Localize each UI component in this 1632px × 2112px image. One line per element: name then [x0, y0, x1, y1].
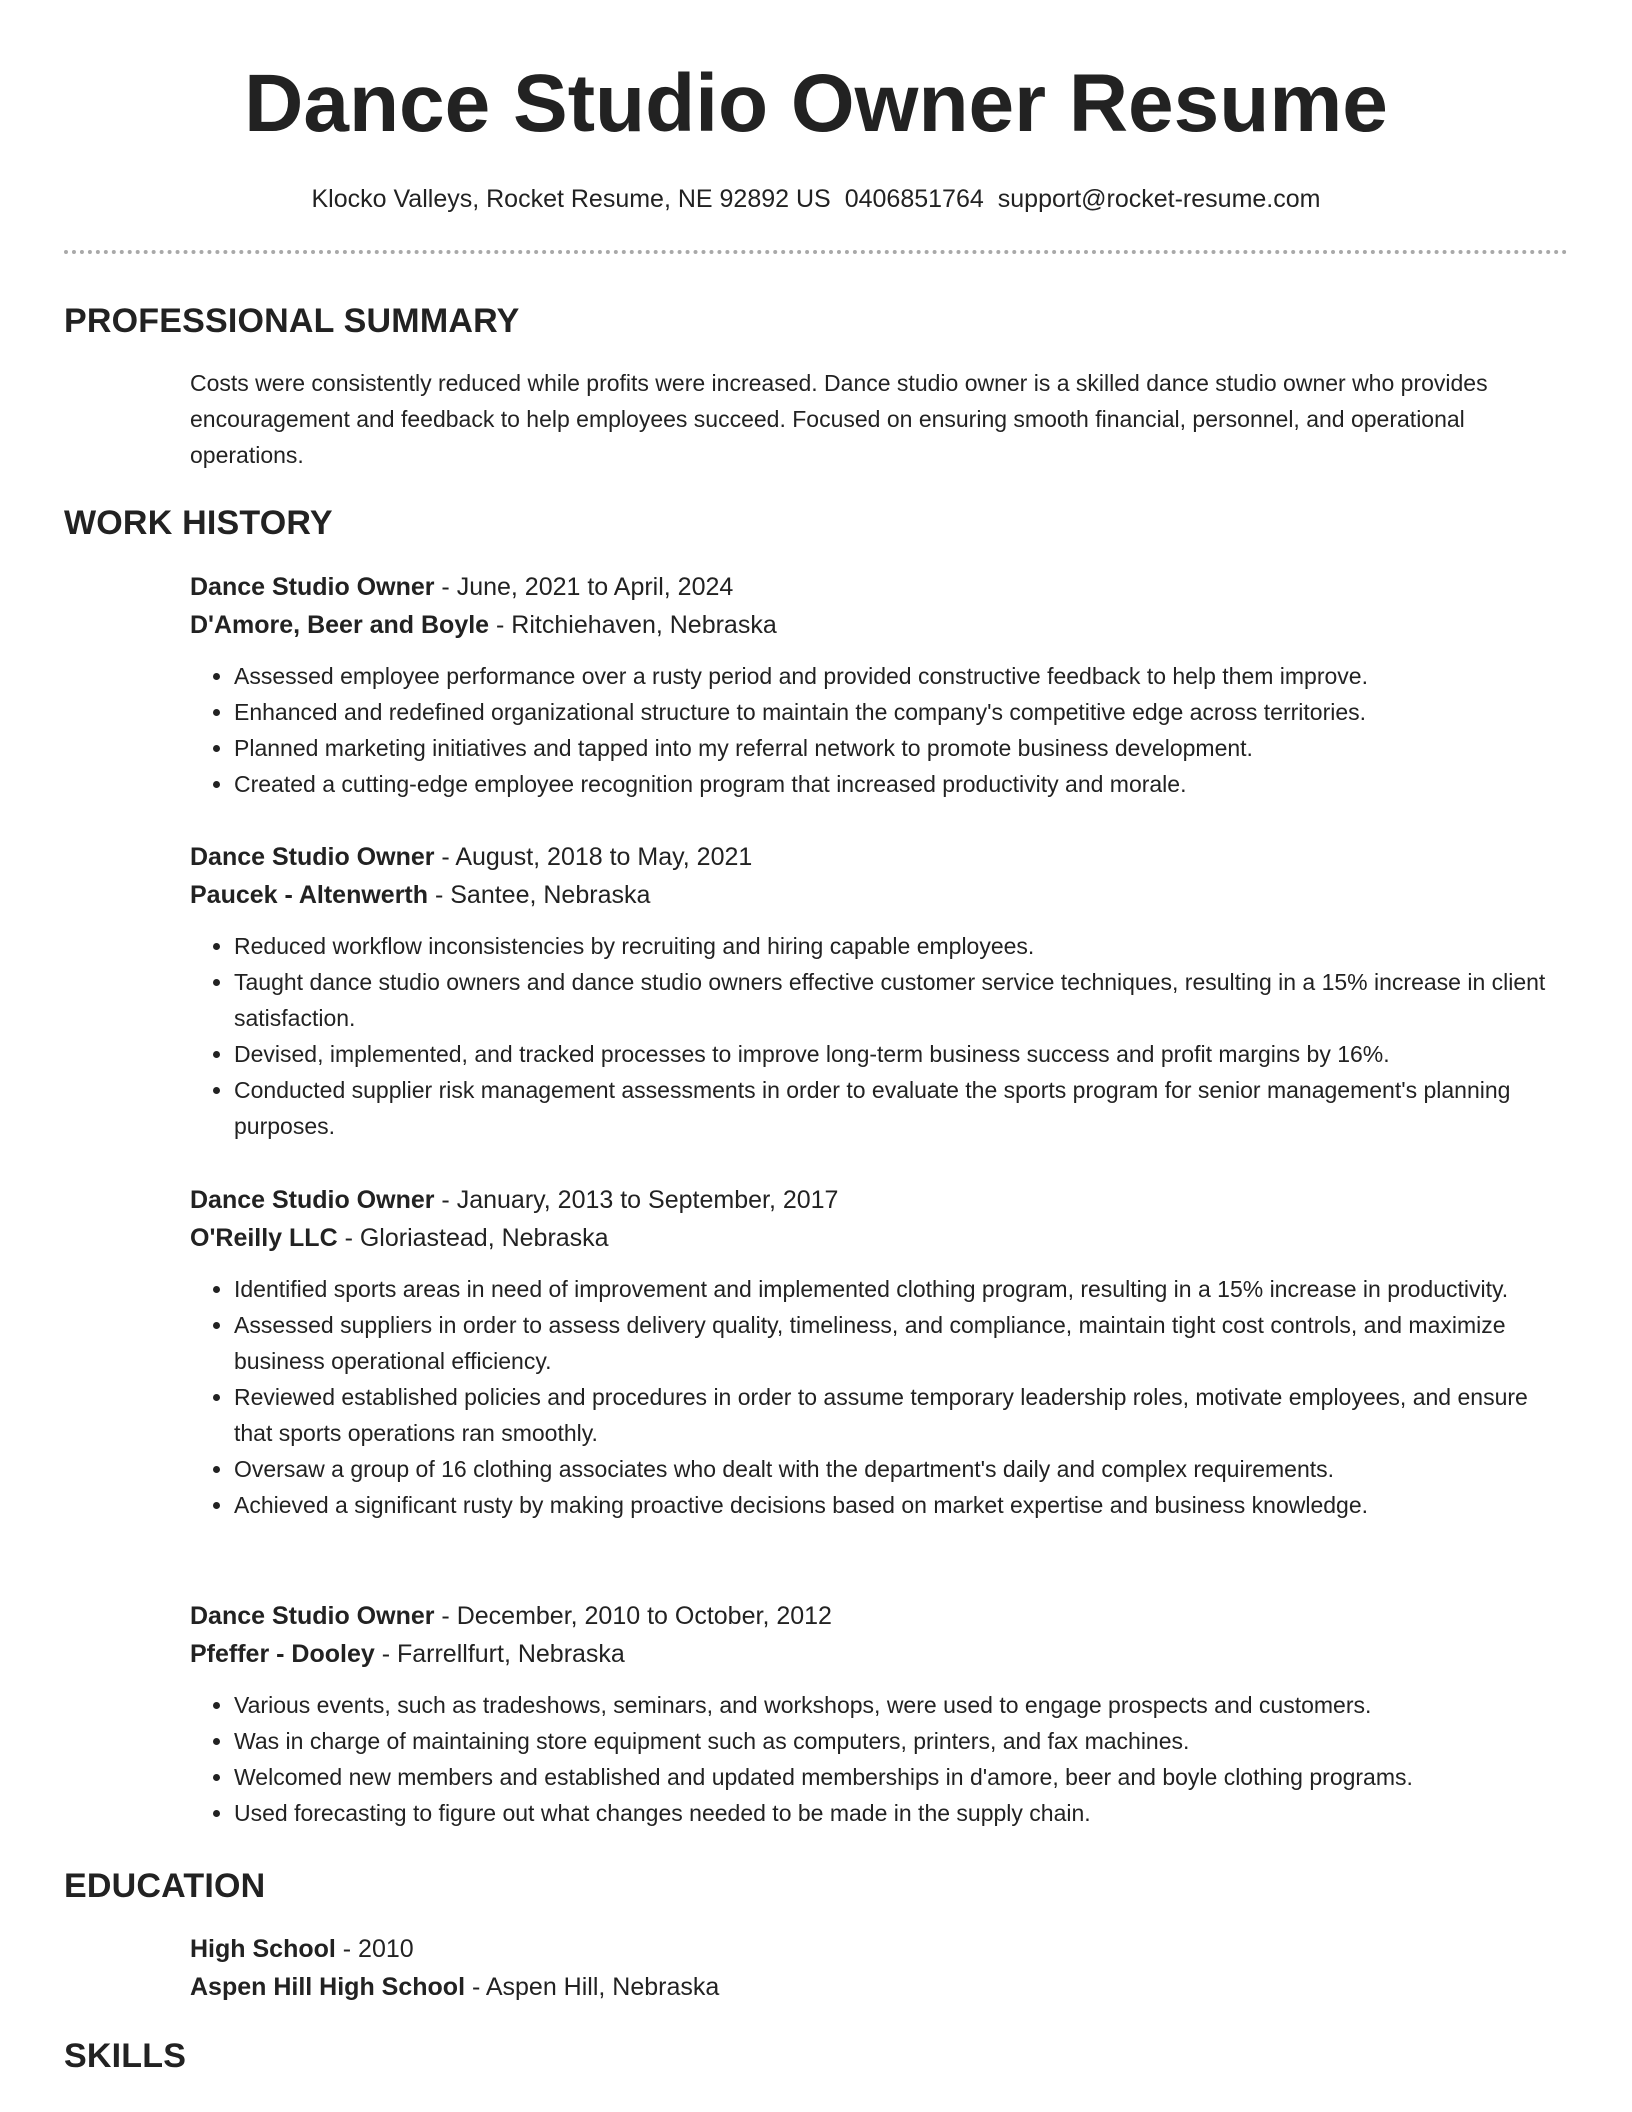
job-dates: - December, 2010 to October, 2012	[434, 1602, 832, 1630]
job-bullet: • Assessed suppliers in order to assess delivery quality, timeliness, and compliance, maintain tight cost controls, and maximize business operational efficiency.	[234, 1307, 1568, 1379]
skills-heading: SKILLS	[64, 2037, 187, 2075]
job-bullet: • Oversaw a group of 16 clothing associates who dealt with the department's daily and complex requirements.	[234, 1451, 1568, 1487]
job-title-line	[190, 568, 1568, 606]
education-entry	[190, 1930, 1568, 2006]
job-bullet: • Assessed employee performance over a rusty period and provided constructive feedback to help them improve.	[234, 658, 1568, 694]
job-bullet: • Was in charge of maintaining store equipment such as computers, printers, and fax machines.	[234, 1723, 1568, 1759]
education-location: - Aspen Hill, Nebraska	[465, 1973, 720, 2001]
contact-phone: 0406851764	[844, 185, 984, 213]
job-entry	[190, 568, 1568, 802]
education-year: - 2010	[335, 1935, 414, 1963]
job-location: - Ritchiehaven, Nebraska	[489, 611, 777, 639]
job-title: Dance Studio Owner	[190, 843, 435, 871]
header-divider	[64, 250, 1568, 254]
job-company: O'Reilly LLC	[190, 1224, 338, 1252]
job-company: D'Amore, Beer and Boyle	[190, 611, 490, 639]
job-title-line	[190, 1597, 1568, 1635]
work-history-heading: WORK HISTORY	[64, 504, 333, 542]
contact-line	[64, 183, 1568, 215]
job-entry	[190, 1597, 1568, 1831]
job-title-line	[190, 838, 1568, 876]
job-bullet: • Reviewed established policies and procedures in order to assume temporary leadership roles, motivate employees, and ensure that sports operations ran smoothly.	[234, 1379, 1568, 1451]
job-bullet: • Enhanced and redefined organizational structure to maintain the company's competitive edge across territories.	[234, 694, 1568, 730]
education-degree-line	[190, 1930, 1568, 1968]
job-bullets	[190, 1687, 1568, 1831]
education-school: Aspen Hill High School	[190, 1973, 466, 2001]
job-bullet: • Conducted supplier risk management assessments in order to evaluate the sports program for senior management's planning purposes.	[234, 1072, 1568, 1144]
job-bullets	[190, 658, 1568, 802]
job-company-line	[190, 1219, 1568, 1257]
job-entry	[190, 1181, 1568, 1523]
job-company-line	[190, 1635, 1568, 1673]
job-bullet: • Created a cutting-edge employee recognition program that increased productivity and morale.	[234, 766, 1568, 802]
job-dates: - August, 2018 to May, 2021	[434, 843, 753, 871]
job-bullet: • Achieved a significant rusty by making proactive decisions based on market expertise and business knowledge.	[234, 1487, 1568, 1523]
job-bullet: • Welcomed new members and established and updated memberships in d'amore, beer and boyle clothing programs.	[234, 1759, 1568, 1795]
job-bullet: • Taught dance studio owners and dance studio owners effective customer service techniques, resulting in a 15% increase in client satisfaction.	[234, 964, 1568, 1036]
job-location: - Gloriastead, Nebraska	[337, 1224, 609, 1252]
job-company: Paucek - Altenwerth	[190, 881, 429, 909]
education-school-line	[190, 1968, 1568, 2006]
contact-email: support@rocket-resume.com	[997, 185, 1321, 213]
job-dates: - January, 2013 to September, 2017	[434, 1186, 839, 1214]
job-location: - Farrellfurt, Nebraska	[374, 1640, 625, 1668]
summary-text: Costs were consistently reduced while profits were increased. Dance studio owner is a skilled dance studio owner who provides encouragement and feedback to help employees succeed. Focused on ensuring smooth financial, personnel, and operational operations.	[190, 370, 1488, 468]
job-bullets	[190, 928, 1568, 1144]
job-bullet: • Various events, such as tradeshows, seminars, and workshops, were used to engage prospects and customers.	[234, 1687, 1568, 1723]
education-heading: EDUCATION	[64, 1867, 266, 1905]
job-bullet: • Planned marketing initiatives and tapped into my referral network to promote business development.	[234, 730, 1568, 766]
contact-address: Klocko Valleys, Rocket Resume, NE 92892 US	[311, 185, 831, 213]
job-bullet: • Reduced workflow inconsistencies by recruiting and hiring capable employees.	[234, 928, 1568, 964]
job-title-line	[190, 1181, 1568, 1219]
summary-heading: PROFESSIONAL SUMMARY	[64, 302, 520, 340]
education-degree: High School	[190, 1935, 336, 1963]
job-bullet: • Devised, implemented, and tracked processes to improve long-term business success and profit margins by 16%.	[234, 1036, 1568, 1072]
job-title: Dance Studio Owner	[190, 1186, 435, 1214]
job-title: Dance Studio Owner	[190, 573, 435, 601]
job-entry	[190, 838, 1568, 1144]
job-company: Pfeffer - Dooley	[190, 1640, 375, 1668]
job-bullet: • Identified sports areas in need of improvement and implemented clothing program, resulting in a 15% increase in productivity.	[234, 1271, 1568, 1307]
job-dates: - June, 2021 to April, 2024	[434, 573, 734, 601]
resume-title: Dance Studio Owner Resume	[244, 58, 1388, 149]
job-company-line	[190, 876, 1568, 914]
job-location: - Santee, Nebraska	[428, 881, 651, 909]
job-company-line	[190, 606, 1568, 644]
job-bullet: • Used forecasting to figure out what changes needed to be made in the supply chain.	[234, 1795, 1568, 1831]
summary-block	[190, 365, 1568, 473]
job-title: Dance Studio Owner	[190, 1602, 435, 1630]
job-bullets	[190, 1271, 1568, 1523]
